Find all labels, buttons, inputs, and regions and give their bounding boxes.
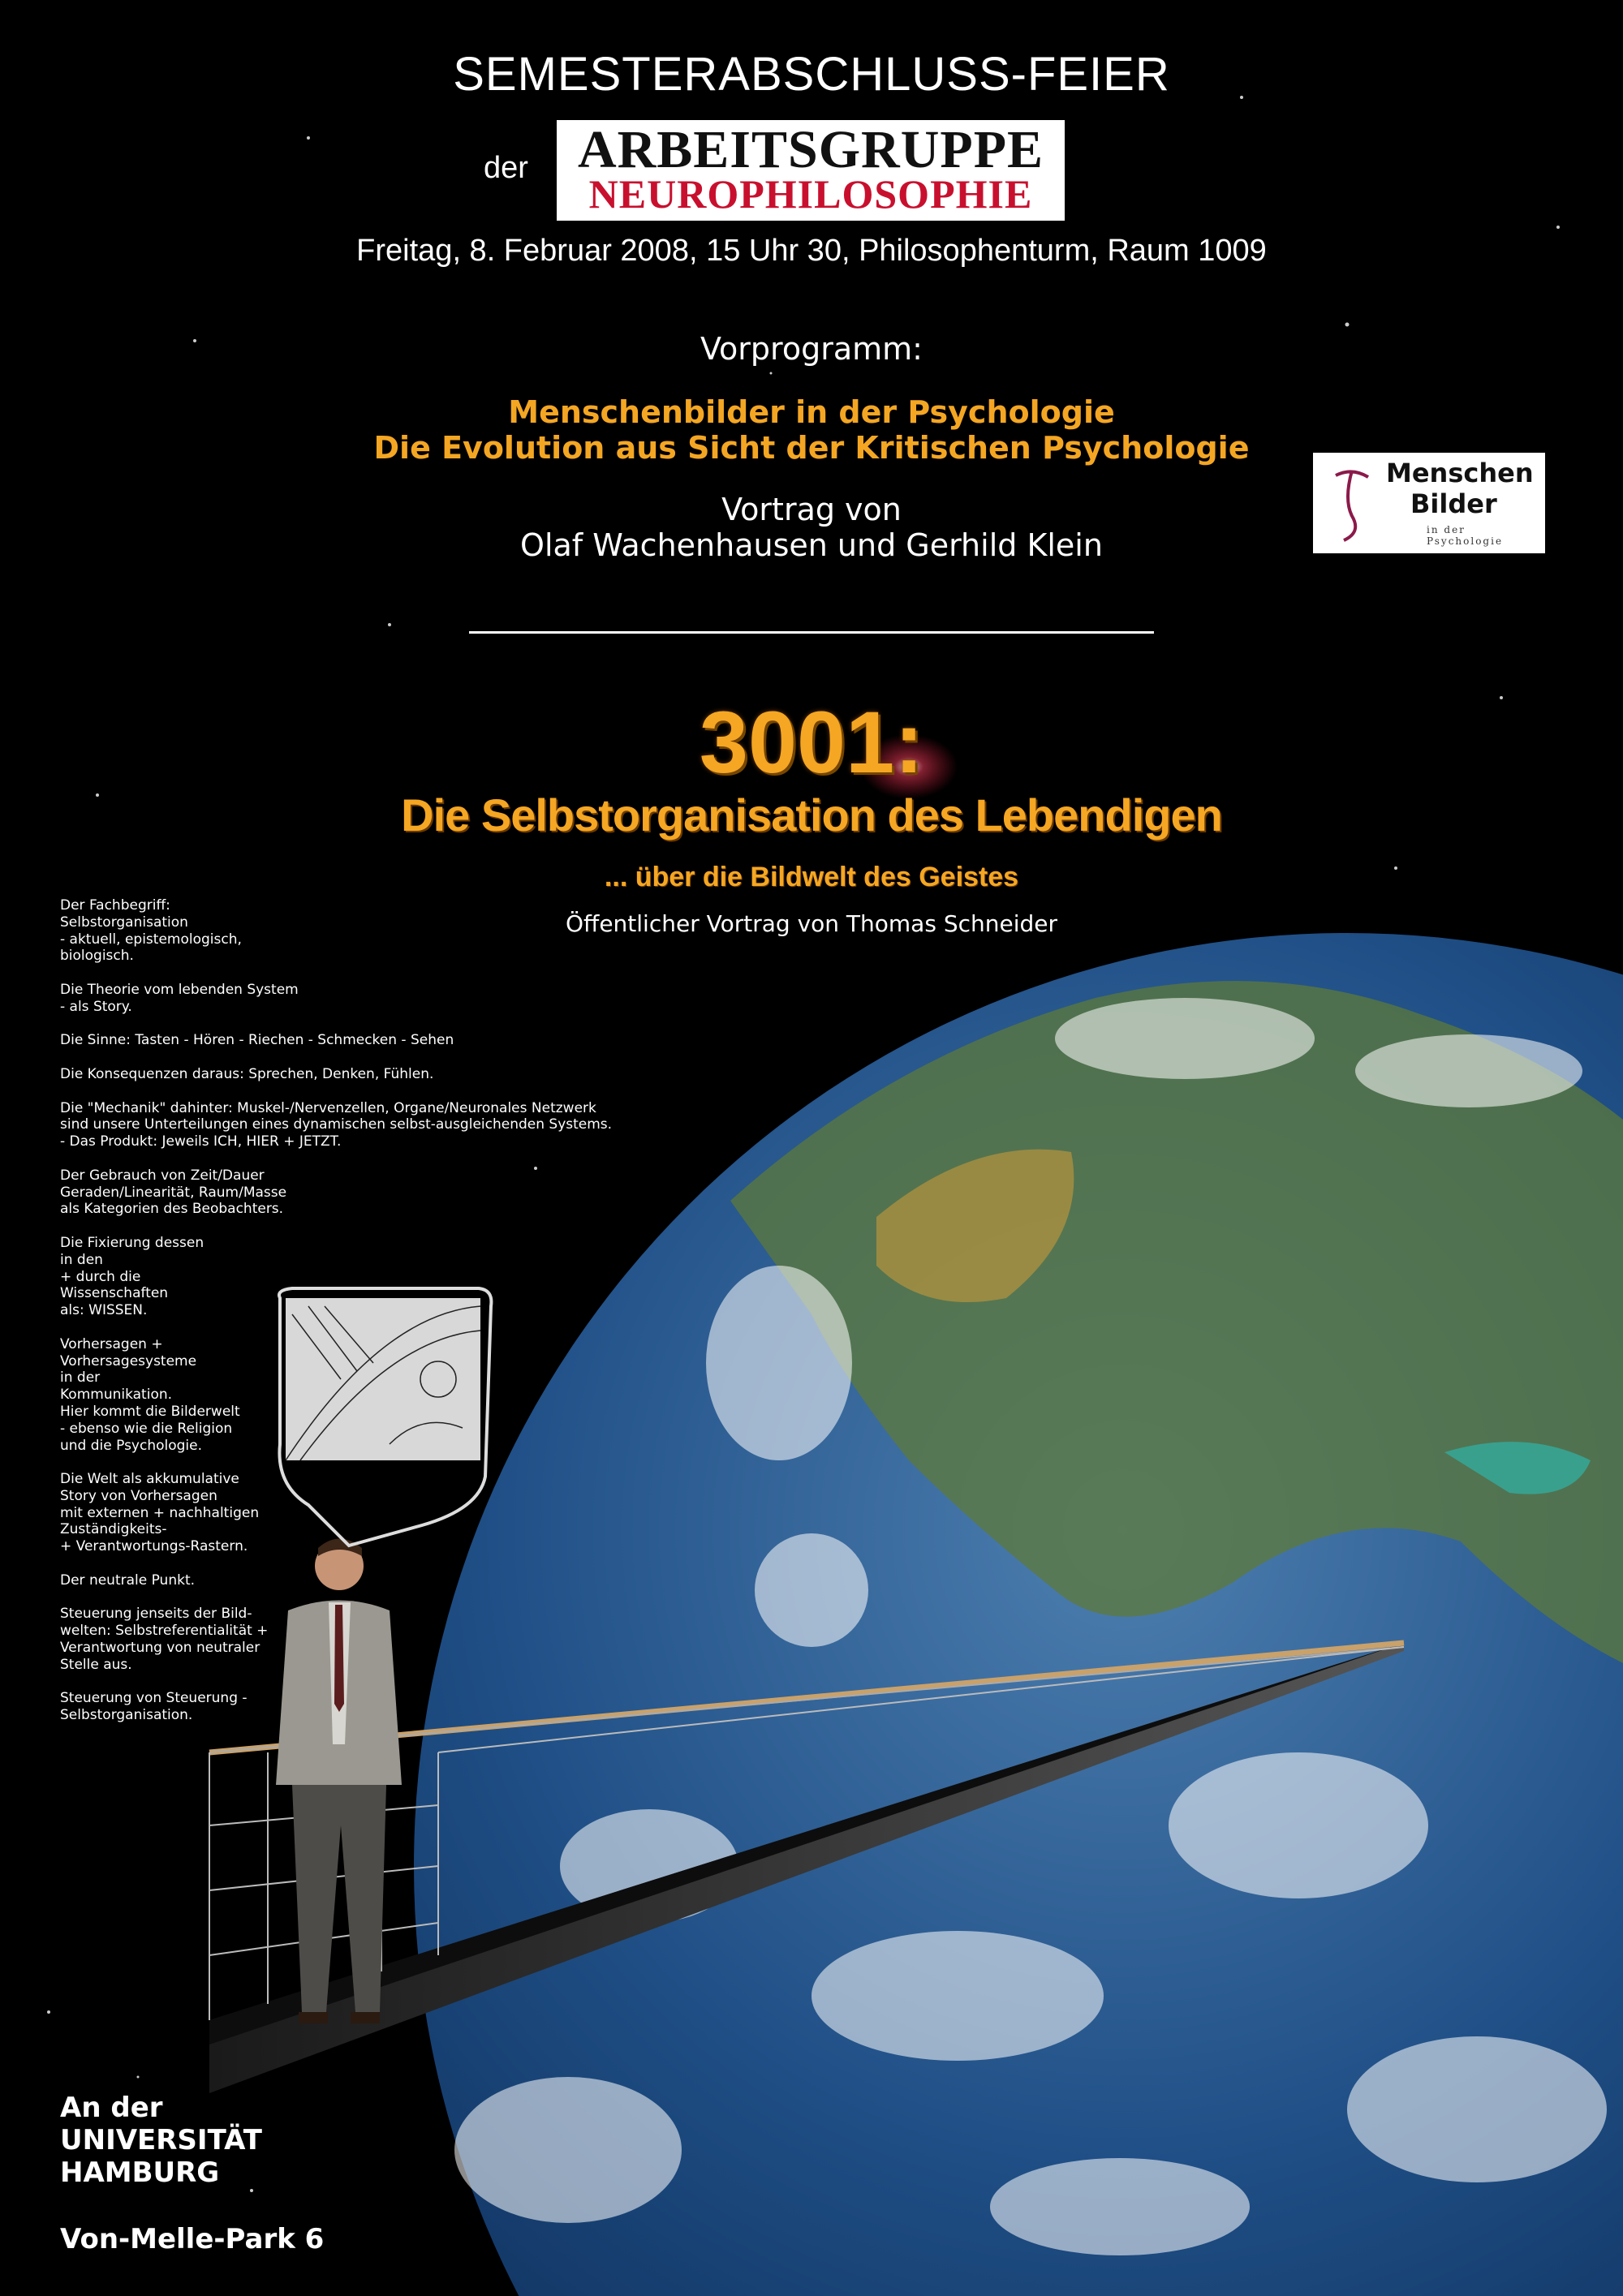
- preprogram-title2: Die Evolution aus Sicht der Kritischen Psychologie: [373, 430, 1250, 466]
- side-text: Der Fachbegriff: Selbstorganisation - aktuell, epistemologisch, biologisch. Die Theorie vom lebenden System - als Story. Die Sinne: Tasten - Hören - Riechen - Schmecken - Sehen Die Konsequenzen daraus: Sprechen, Denken, Fühlen. Die "Mechanik" dahinter: Muskel-/Nervenzellen, Organe/Neuronales Netzwerk sind unsere Unterteilungen eines dynamischen selbst-ausgleichenden Systems. - Das Produkt: Jeweils ICH, HIER + JETZT. Der Gebrauch von Zeit/Dauer Geraden/Linearität, Raum/Masse als Kategorien des Beobachters. Die Fixierung dessen in den + durch die Wissenschaften als: WISSEN. Vorhersagen + Vorhersagesysteme in der Kommunikation. Hier kommt die Bilderwelt - ebenso wie die Religion und die Psychologie. Die Welt als akkumulative Story von Vorhersagen mit externen + nachhaltigen Zuständigkeits- + Verantwortungs-Rastern. Der neutrale Punkt. Steuerung jenseits der Bild- welten: Selbstreferentialität + Verantwortung von neutraler Stelle aus. Steuerung von Steuerung - Selbstorganisation.: [60, 897, 613, 1724]
- preprogram-title1: Menschenbilder in der Psychologie: [508, 394, 1115, 430]
- psi-symbol-icon: [1319, 459, 1384, 548]
- speaker-names: Olaf Wachenhausen und Gerhild Klein: [520, 527, 1103, 563]
- footer-line2: UNIVERSITÄT: [60, 2124, 262, 2156]
- arbeitsgruppe-logo: [557, 120, 1065, 221]
- main-headline: 3001:: [699, 693, 924, 791]
- address: Von-Melle-Park 6: [60, 2223, 325, 2255]
- logo-bilder: Bilder: [1410, 488, 1497, 519]
- logo-menschen: Menschen: [1386, 458, 1534, 488]
- lecture-speaker: Öffentlicher Vortrag von Thomas Schneider: [566, 910, 1057, 937]
- logo-subtitle: in der Psychologie: [1427, 524, 1504, 547]
- logo-line1: ARBEITSGRUPPE: [577, 120, 1044, 179]
- menschenbilder-logo: [1313, 453, 1545, 553]
- preprogram-label: Vorprogramm:: [700, 331, 923, 367]
- university-block: [60, 2092, 262, 2189]
- main-subtitle2: ... über die Bildwelt des Geistes: [604, 862, 1019, 892]
- der-label: der: [484, 151, 528, 185]
- event-date: Freitag, 8. Februar 2008, 15 Uhr 30, Philosophenturm, Raum 1009: [356, 234, 1267, 268]
- main-subtitle: Die Selbstorganisation des Lebendigen: [401, 789, 1222, 841]
- footer-line3: HAMBURG: [60, 2156, 220, 2189]
- logo-line2: NEUROPHILOSOPHIE: [588, 171, 1033, 217]
- divider: [469, 631, 1154, 634]
- footer-line1: An der: [60, 2092, 163, 2124]
- event-title: SEMESTERABSCHLUSS-FEIER: [453, 48, 1170, 101]
- speaker-label: Vortrag von: [721, 492, 902, 527]
